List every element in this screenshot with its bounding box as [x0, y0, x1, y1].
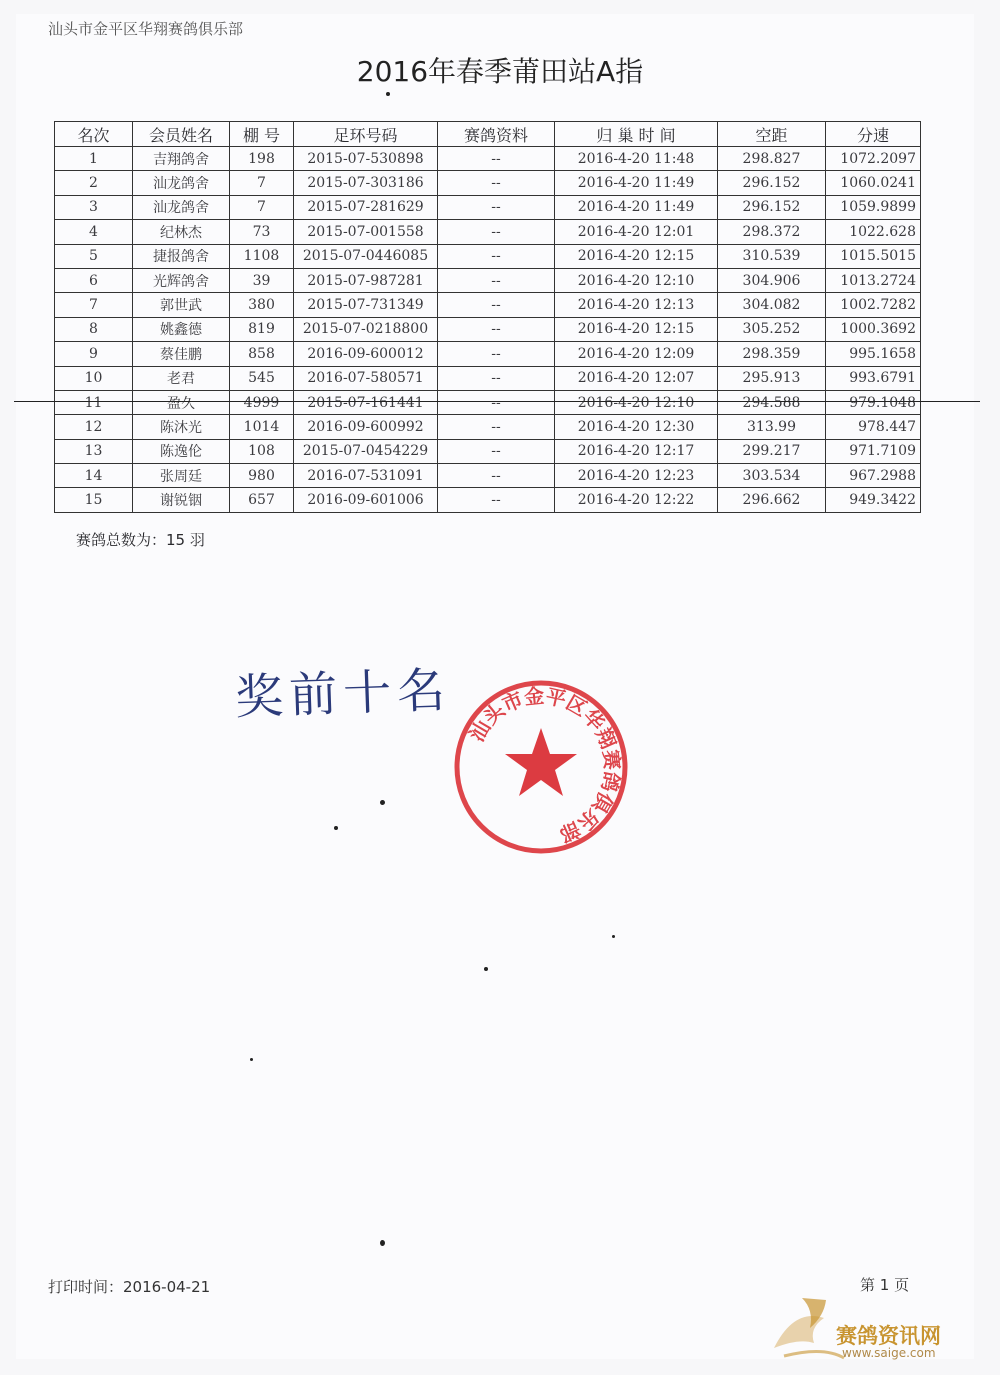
- table-row: [55, 390, 921, 414]
- member-name-cell: 郭世武: [133, 293, 230, 317]
- ring-number-cell: 2015-07-001558: [294, 220, 438, 244]
- rank-cell: 10: [55, 366, 133, 390]
- loft-number-cell: 73: [230, 220, 294, 244]
- results-table: [54, 121, 921, 513]
- table-row: [55, 366, 921, 390]
- ring-number-cell: 2015-07-0454229: [294, 439, 438, 463]
- document-title: 2016年春季莆田站A指: [356, 55, 644, 88]
- arrival-time-cell: 2016-4-20 12:07: [555, 366, 718, 390]
- distance-cell: 296.662: [718, 488, 826, 512]
- column-header: 归 巢 时 间: [555, 122, 718, 147]
- ring-number-cell: 2016-09-600992: [294, 415, 438, 439]
- column-header: 会员姓名: [133, 122, 230, 147]
- arrival-time-cell: 2016-4-20 12:15: [555, 317, 718, 341]
- rank-cell: 9: [55, 342, 133, 366]
- pigeon-info-cell: --: [438, 390, 555, 414]
- distance-cell: 305.252: [718, 317, 826, 341]
- arrival-time-cell: 2016-4-20 12:10: [555, 268, 718, 292]
- distance-cell: 310.539: [718, 244, 826, 268]
- loft-number-cell: 657: [230, 488, 294, 512]
- arrival-time-cell: 2016-4-20 12:10: [555, 390, 718, 414]
- pigeon-info-cell: --: [438, 342, 555, 366]
- loft-number-cell: 198: [230, 147, 294, 171]
- table-row: [55, 317, 921, 341]
- table-row: [55, 244, 921, 268]
- table-row: [55, 464, 921, 488]
- rank-cell: 13: [55, 439, 133, 463]
- member-name-cell: 汕龙鸽舍: [133, 195, 230, 219]
- speed-cell: 993.6791: [826, 366, 921, 390]
- club-seal-stamp: [452, 678, 630, 856]
- rank-cell: 14: [55, 464, 133, 488]
- table-body: [55, 147, 921, 513]
- ink-speck: [334, 826, 338, 830]
- loft-number-cell: 819: [230, 317, 294, 341]
- distance-cell: 304.906: [718, 268, 826, 292]
- arrival-time-cell: 2016-4-20 11:49: [555, 171, 718, 195]
- column-header: 空距: [718, 122, 826, 147]
- ink-speck: [250, 1058, 253, 1061]
- distance-cell: 299.217: [718, 439, 826, 463]
- table-row: [55, 171, 921, 195]
- pigeon-info-cell: --: [438, 244, 555, 268]
- ring-number-cell: 2016-09-600012: [294, 342, 438, 366]
- table-row: [55, 415, 921, 439]
- arrival-time-cell: 2016-4-20 12:22: [555, 488, 718, 512]
- ink-speck: [380, 1240, 385, 1246]
- arrival-time-cell: 2016-4-20 12:09: [555, 342, 718, 366]
- column-header: 棚 号: [230, 122, 294, 147]
- speed-cell: 971.7109: [826, 439, 921, 463]
- rank-cell: 2: [55, 171, 133, 195]
- distance-cell: 298.827: [718, 147, 826, 171]
- organization-header: 汕头市金平区华翔赛鸽俱乐部: [48, 20, 244, 38]
- speed-cell: 949.3422: [826, 488, 921, 512]
- speed-cell: 978.447: [826, 415, 921, 439]
- ring-number-cell: 2015-07-731349: [294, 293, 438, 317]
- ink-speck: [484, 967, 488, 971]
- arrival-time-cell: 2016-4-20 12:13: [555, 293, 718, 317]
- ring-number-cell: 2016-07-580571: [294, 366, 438, 390]
- watermark-site-url: www.saige.com: [842, 1346, 936, 1360]
- speed-cell: 995.1658: [826, 342, 921, 366]
- speed-cell: 1022.628: [826, 220, 921, 244]
- member-name-cell: 蔡佳鹏: [133, 342, 230, 366]
- speed-cell: 979.1048: [826, 390, 921, 414]
- table-row: [55, 293, 921, 317]
- table-row: [55, 147, 921, 171]
- table-header-row: [55, 122, 921, 147]
- print-time: 打印时间：2016-04-21: [48, 1278, 211, 1296]
- ink-speck: [386, 92, 390, 96]
- table-row: [55, 268, 921, 292]
- arrival-time-cell: 2016-4-20 12:30: [555, 415, 718, 439]
- rank-cell: 11: [55, 390, 133, 414]
- arrival-time-cell: 2016-4-20 12:01: [555, 220, 718, 244]
- column-header: 名次: [55, 122, 133, 147]
- distance-cell: 304.082: [718, 293, 826, 317]
- speed-cell: 1002.7282: [826, 293, 921, 317]
- pigeon-info-cell: --: [438, 464, 555, 488]
- rank-cell: 8: [55, 317, 133, 341]
- speed-cell: 1072.2097: [826, 147, 921, 171]
- loft-number-cell: 545: [230, 366, 294, 390]
- ink-speck: [380, 800, 385, 805]
- distance-cell: 296.152: [718, 195, 826, 219]
- pigeon-info-cell: --: [438, 488, 555, 512]
- table-row: [55, 439, 921, 463]
- pigeon-info-cell: --: [438, 268, 555, 292]
- rank-cell: 7: [55, 293, 133, 317]
- member-name-cell: 陈逸伦: [133, 439, 230, 463]
- arrival-time-cell: 2016-4-20 11:49: [555, 195, 718, 219]
- ring-number-cell: 2015-07-281629: [294, 195, 438, 219]
- rank-cell: 15: [55, 488, 133, 512]
- table-row: [55, 488, 921, 512]
- distance-cell: 298.359: [718, 342, 826, 366]
- ink-speck: [612, 935, 615, 938]
- distance-cell: 298.372: [718, 220, 826, 244]
- loft-number-cell: 7: [230, 171, 294, 195]
- rank-cell: 6: [55, 268, 133, 292]
- member-name-cell: 捷报鸽舍: [133, 244, 230, 268]
- ring-number-cell: 2016-07-531091: [294, 464, 438, 488]
- arrival-time-cell: 2016-4-20 11:48: [555, 147, 718, 171]
- watermark-site-name: 赛鸽资讯网: [836, 1324, 941, 1348]
- column-header: 分速: [826, 122, 921, 147]
- column-header: 足环号码: [294, 122, 438, 147]
- rank-cell: 1: [55, 147, 133, 171]
- loft-number-cell: 7: [230, 195, 294, 219]
- arrival-time-cell: 2016-4-20 12:15: [555, 244, 718, 268]
- loft-number-cell: 858: [230, 342, 294, 366]
- pigeon-info-cell: --: [438, 439, 555, 463]
- rank-cell: 3: [55, 195, 133, 219]
- loft-number-cell: 1108: [230, 244, 294, 268]
- horizontal-rule-line: [14, 401, 980, 402]
- distance-cell: 303.534: [718, 464, 826, 488]
- pigeon-info-cell: --: [438, 415, 555, 439]
- seal-star-icon: [505, 728, 577, 796]
- pigeon-info-cell: --: [438, 293, 555, 317]
- ring-number-cell: 2015-07-987281: [294, 268, 438, 292]
- seal-text: 汕头市金平区华翔赛鸽俱乐部: [464, 683, 625, 847]
- member-name-cell: 张周廷: [133, 464, 230, 488]
- rank-cell: 5: [55, 244, 133, 268]
- loft-number-cell: 108: [230, 439, 294, 463]
- ring-number-cell: 2015-07-303186: [294, 171, 438, 195]
- pigeon-info-cell: --: [438, 317, 555, 341]
- loft-number-cell: 4999: [230, 390, 294, 414]
- ring-number-cell: 2015-07-0446085: [294, 244, 438, 268]
- member-name-cell: 盈久: [133, 390, 230, 414]
- loft-number-cell: 1014: [230, 415, 294, 439]
- loft-number-cell: 380: [230, 293, 294, 317]
- rank-cell: 12: [55, 415, 133, 439]
- total-count-summary: 赛鸽总数为：15 羽: [76, 531, 205, 549]
- loft-number-cell: 39: [230, 268, 294, 292]
- arrival-time-cell: 2016-4-20 12:17: [555, 439, 718, 463]
- speed-cell: 1059.9899: [826, 195, 921, 219]
- table-row: [55, 195, 921, 219]
- loft-number-cell: 980: [230, 464, 294, 488]
- table-row: [55, 342, 921, 366]
- column-header: 赛鸽资料: [438, 122, 555, 147]
- ring-number-cell: 2015-07-530898: [294, 147, 438, 171]
- speed-cell: 1060.0241: [826, 171, 921, 195]
- distance-cell: 294.588: [718, 390, 826, 414]
- member-name-cell: 纪林杰: [133, 220, 230, 244]
- member-name-cell: 吉翔鸽舍: [133, 147, 230, 171]
- page-number: 第 1 页: [860, 1276, 910, 1294]
- handwritten-note: 奖前十名: [234, 662, 453, 726]
- ring-number-cell: 2015-07-0218800: [294, 317, 438, 341]
- rank-cell: 4: [55, 220, 133, 244]
- speed-cell: 1015.5015: [826, 244, 921, 268]
- speed-cell: 967.2988: [826, 464, 921, 488]
- speed-cell: 1013.2724: [826, 268, 921, 292]
- speed-cell: 1000.3692: [826, 317, 921, 341]
- distance-cell: 313.99: [718, 415, 826, 439]
- arrival-time-cell: 2016-4-20 12:23: [555, 464, 718, 488]
- pigeon-info-cell: --: [438, 195, 555, 219]
- pigeon-info-cell: --: [438, 220, 555, 244]
- distance-cell: 295.913: [718, 366, 826, 390]
- member-name-cell: 光辉鸽舍: [133, 268, 230, 292]
- member-name-cell: 谢锐铟: [133, 488, 230, 512]
- member-name-cell: 陈沐光: [133, 415, 230, 439]
- ring-number-cell: 2016-09-601006: [294, 488, 438, 512]
- pigeon-info-cell: --: [438, 366, 555, 390]
- member-name-cell: 老君: [133, 366, 230, 390]
- table-row: [55, 220, 921, 244]
- distance-cell: 296.152: [718, 171, 826, 195]
- pigeon-info-cell: --: [438, 147, 555, 171]
- pigeon-info-cell: --: [438, 171, 555, 195]
- member-name-cell: 姚鑫德: [133, 317, 230, 341]
- member-name-cell: 汕龙鸽舍: [133, 171, 230, 195]
- ring-number-cell: 2015-07-161441: [294, 390, 438, 414]
